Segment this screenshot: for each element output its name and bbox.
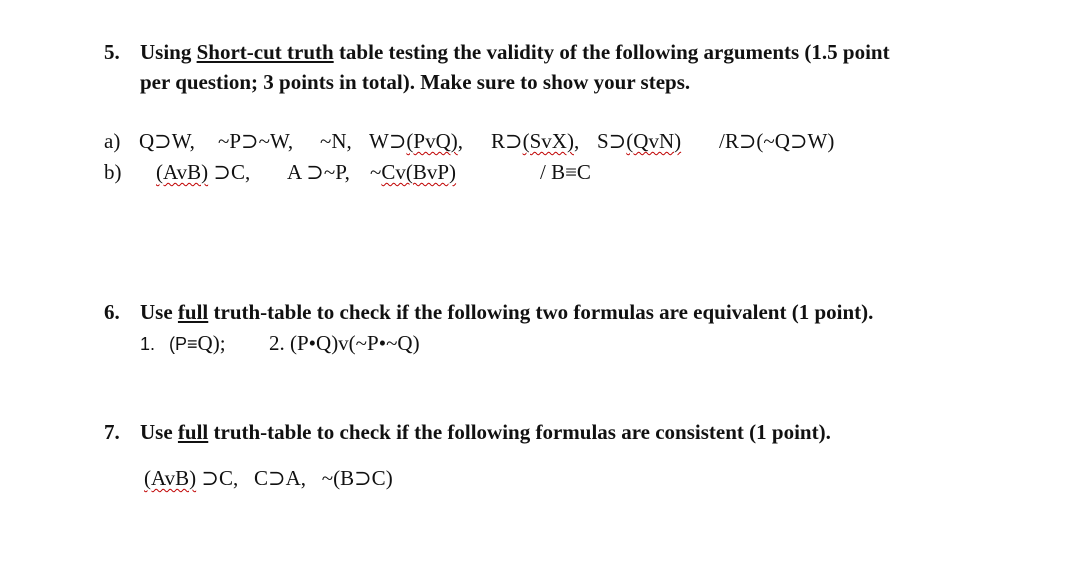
q5b-premise-3-disjunction: Cv(BvP) <box>381 160 457 184</box>
q6-formula-1-end: Q); <box>197 331 226 355</box>
q5a-premise-3: ~N, <box>320 129 352 153</box>
q6-formulas-row <box>0 330 1075 356</box>
q5-number: 5. <box>104 40 120 64</box>
q5a-premise-6 <box>597 128 681 154</box>
q6-text-post: truth-table to check if the following two formulas are equivalent (1 point). <box>208 300 874 324</box>
q5a-premise-5 <box>491 128 579 154</box>
q5a-premise-1: Q⊃W, <box>139 129 195 153</box>
q5-text-post: table testing the validity of the following arguments (1.5 point <box>333 40 890 64</box>
q7-text-pre: Use <box>140 420 178 444</box>
q5a-premise-5-comma: , <box>573 129 580 153</box>
q5b-conclusion: / B≡C <box>540 160 591 184</box>
q6-text-pre: Use <box>140 300 178 324</box>
q5-short-cut-term: Short-cut truth <box>196 40 334 64</box>
q6-formula-1-number: 1. <box>140 334 156 354</box>
q6-formula-1 <box>140 330 226 357</box>
q6-formula-1-start: (P≡ <box>169 334 198 354</box>
q5b-label: b) <box>104 160 122 184</box>
q5a-premise-4-disjunction: (PvQ) <box>406 129 458 153</box>
q5a-premise-6-pre: S⊃ <box>597 129 627 153</box>
q7-number: 7. <box>104 420 120 444</box>
q6-full-term: full <box>177 300 209 324</box>
q5a-premise-4 <box>369 128 463 154</box>
q5a-label: a) <box>104 129 121 153</box>
q5b-row <box>0 159 1075 185</box>
q5b-premise-1 <box>156 159 250 185</box>
q7-text-post: truth-table to check if the following formulas are consistent (1 point). <box>208 420 831 444</box>
q5-text-pre: Using <box>140 40 197 64</box>
q5a-premise-4-pre: W⊃ <box>369 129 407 153</box>
q7-formula-rest: ⊃C, C⊃A, ~(B⊃C) <box>196 466 393 490</box>
q5b-premise-3 <box>370 159 456 185</box>
q5a-premise-2: ~P⊃~W, <box>218 129 294 153</box>
q7-full-term: full <box>177 420 209 444</box>
q5a-premise-4-comma: , <box>457 129 464 153</box>
q7-formula-row <box>144 465 393 491</box>
q5a-row <box>0 128 1075 154</box>
q5a-premise-5-disjunction: (SvX) <box>522 129 574 153</box>
q6-number: 6. <box>104 300 120 324</box>
q5b-premise-3-pre: ~ <box>370 160 382 184</box>
q5b-premise-2: A ⊃~P, <box>287 160 350 184</box>
q6-line <box>104 299 873 325</box>
q5-line-2: per question; 3 points in total). Make sure to show your steps. <box>140 70 691 94</box>
q5a-premise-6-disjunction: (QvN) <box>626 129 682 153</box>
q7-line <box>104 419 831 445</box>
q5-line-1 <box>104 39 890 65</box>
q6-formula-2: 2. (P•Q)v(~P•~Q) <box>269 331 420 355</box>
q5a-premise-5-pre: R⊃ <box>491 129 523 153</box>
q5a-conclusion: /R⊃(~Q⊃W) <box>719 129 835 153</box>
q5b-premise-1-disjunction: (AvB) <box>156 160 209 184</box>
q7-formula-disjunction: (AvB) <box>144 466 197 490</box>
q5b-premise-1-rest: ⊃C, <box>208 160 251 184</box>
